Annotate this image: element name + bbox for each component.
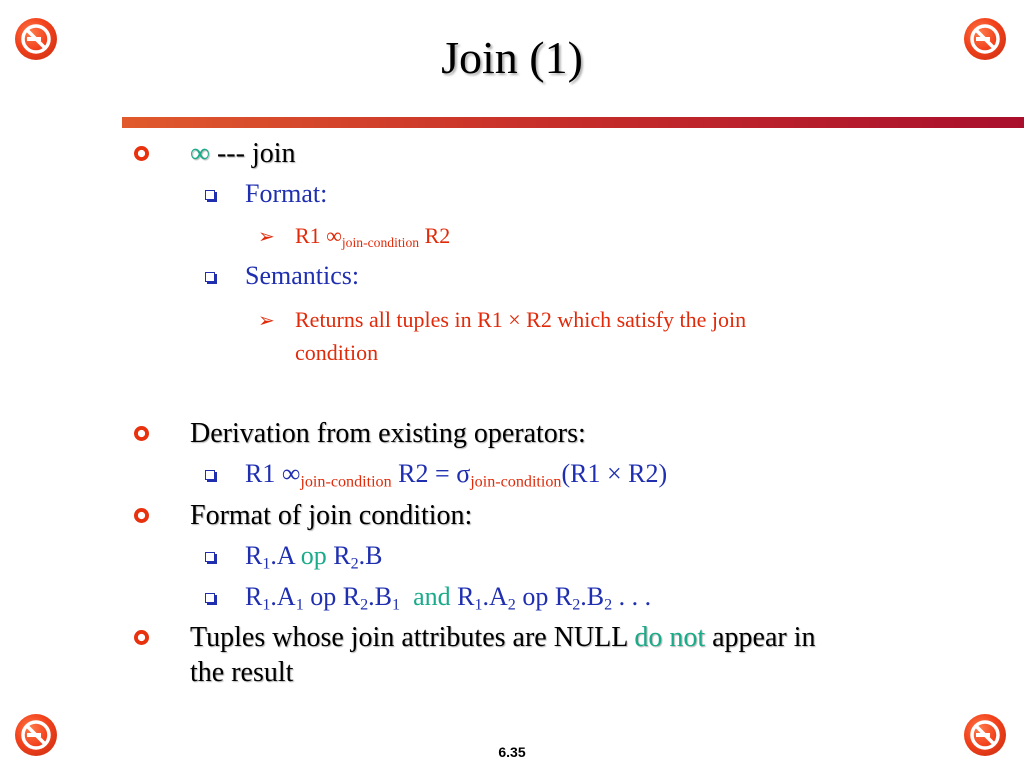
ring-bullet-icon	[134, 508, 149, 523]
no-smoking-sign-icon	[964, 18, 1006, 60]
hollow-square-bullet-icon	[205, 552, 215, 562]
ring-bullet-icon	[134, 146, 149, 161]
condition-simple: $R_1.A$ op $R_2.B$	[245, 541, 383, 573]
bullet-derivation: Derivation from existing operators:	[190, 418, 586, 449]
page-number: 6.35	[498, 744, 526, 760]
slide-title: Join (1)	[441, 32, 583, 83]
semantics-text-line2: condition	[295, 340, 379, 365]
bullet-join: ∞ --- join	[190, 138, 296, 169]
bullet-null-tuples-line1: Tuples whose join attributes are NULL do not appear in	[190, 622, 816, 653]
hollow-square-bullet-icon	[205, 593, 215, 603]
arrowhead-bullet-icon: ➢	[258, 224, 275, 248]
derivation-formula: R1 $\infty_{join-condition}$ $R2 = \sigma_{join-condition}(R1 \times R2)$	[245, 459, 668, 491]
hollow-square-bullet-icon	[205, 190, 215, 200]
ring-bullet-icon	[134, 426, 149, 441]
semantics-label: Semantics:	[245, 261, 360, 290]
format-label: Format:	[245, 179, 328, 208]
bullet-format-condition: Format of join condition:	[190, 500, 473, 531]
condition-compound: $R_1.A_1$ op $R_2.B_1$ and $R_1.A_2$ op $R_2.B_2$ . . .	[245, 582, 652, 614]
no-smoking-sign-icon	[15, 18, 57, 60]
bullet-null-tuples-line2: the result	[190, 657, 294, 688]
ring-bullet-icon	[134, 630, 149, 645]
arrowhead-bullet-icon: ➢	[258, 308, 275, 332]
title-underline-rule	[122, 117, 1024, 128]
hollow-square-bullet-icon	[205, 470, 215, 480]
hollow-square-bullet-icon	[205, 272, 215, 282]
semantics-text-line1: Returns all tuples in R1 × R2 which satisfy the join	[295, 307, 747, 332]
format-expression: R1 $\infty_{join-condition}$ R2	[295, 223, 451, 250]
